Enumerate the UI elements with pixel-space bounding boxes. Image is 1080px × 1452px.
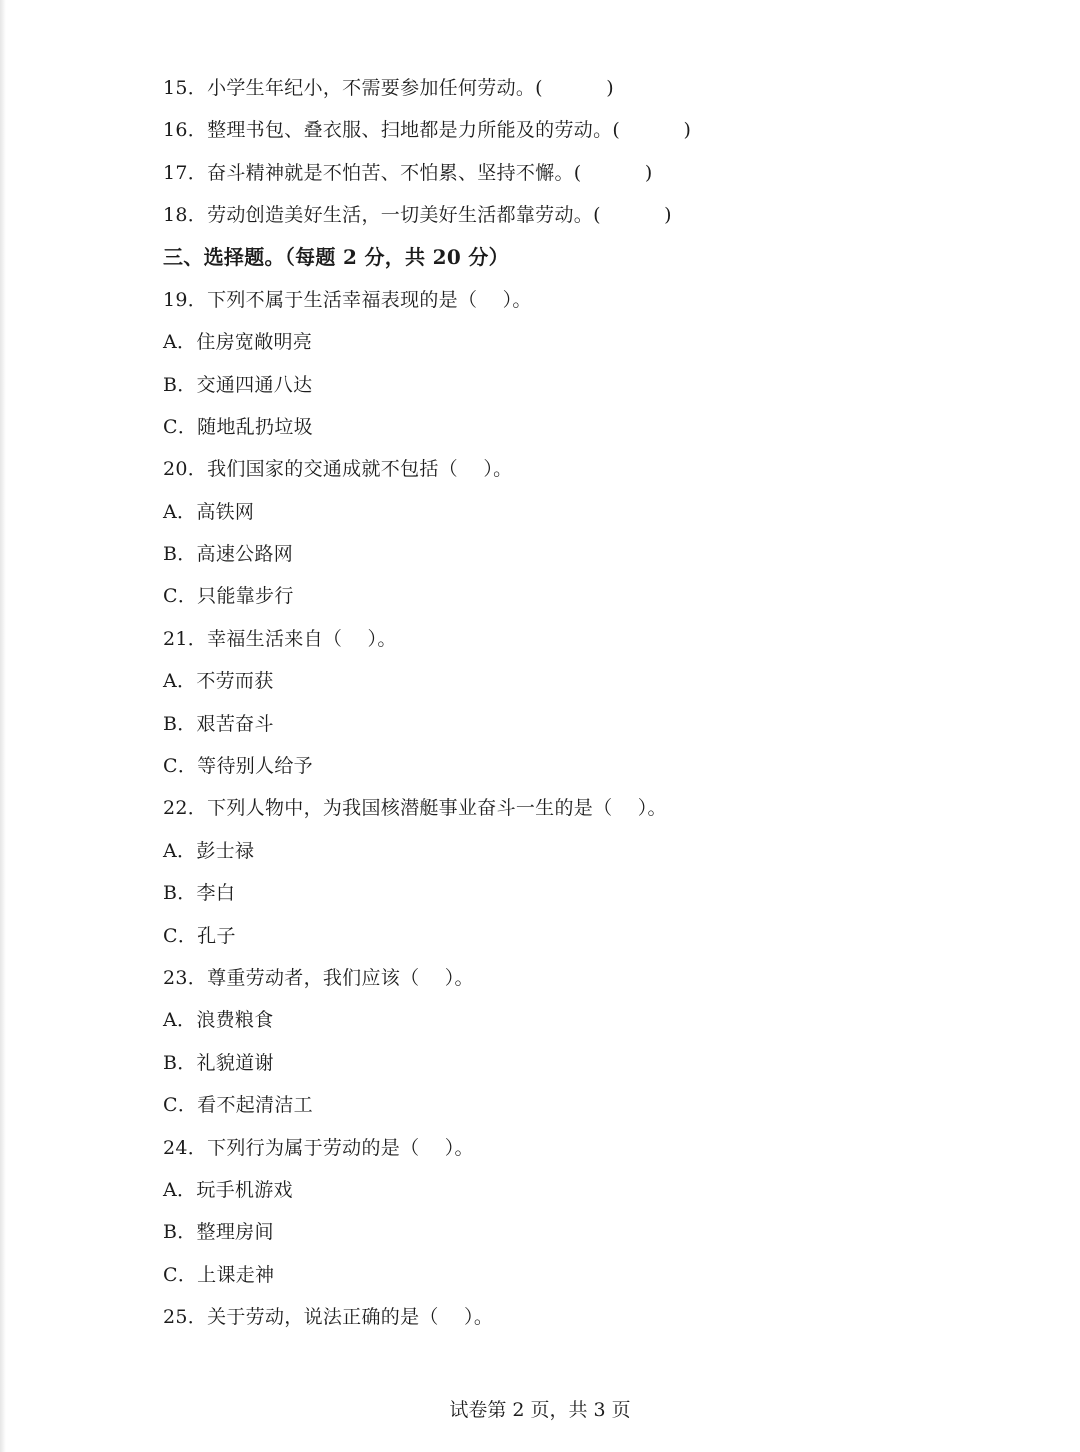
option-23-a: A．浪费粮食	[163, 1009, 274, 1031]
judgement-item-16: 16．整理书包、叠衣服、扫地都是力所能及的劳动。( )	[163, 119, 692, 141]
option-23-c: C．看不起清洁工	[163, 1094, 313, 1116]
question-stem-19: 19．下列不属于生活幸福表现的是（ ）。	[163, 289, 532, 311]
option-20-b: B．高速公路网	[163, 543, 294, 565]
judgement-item-18: 18．劳动创造美好生活，一切美好生活都靠劳动。( )	[163, 204, 672, 226]
judgement-item-17: 17．奋斗精神就是不怕苦、不怕累、坚持不懈。( )	[163, 162, 653, 184]
question-stem-21: 21．幸福生活来自（ ）。	[163, 628, 397, 650]
question-stem-25: 25．关于劳动，说法正确的是（ ）。	[163, 1306, 494, 1328]
option-19-a: A．住房宽敞明亮	[163, 331, 313, 353]
option-20-c: C．只能靠步行	[163, 585, 294, 607]
option-24-a: A．玩手机游戏	[163, 1179, 293, 1201]
option-21-a: A．不劳而获	[163, 670, 274, 692]
option-22-b: B．李白	[163, 882, 236, 904]
option-20-a: A．高铁网	[163, 501, 255, 523]
judgement-item-15: 15．小学生年纪小，不需要参加任何劳动。( )	[163, 77, 614, 99]
page-footer: 试卷第 2 页，共 3 页	[449, 1399, 631, 1421]
question-stem-23: 23．尊重劳动者，我们应该（ ）。	[163, 967, 474, 989]
option-19-b: B．交通四通八达	[163, 374, 313, 396]
option-24-b: B．整理房间	[163, 1221, 274, 1243]
question-stem-22: 22．下列人物中，为我国核潜艇事业奋斗一生的是（ ）。	[163, 797, 667, 819]
option-22-a: A．彭士禄	[163, 840, 255, 862]
option-21-c: C．等待别人给予	[163, 755, 313, 777]
option-22-c: C．孔子	[163, 925, 236, 947]
question-stem-24: 24．下列行为属于劳动的是（ ）。	[163, 1137, 474, 1159]
option-24-c: C．上课走神	[163, 1264, 275, 1286]
section-title: 三、选择题。（每题 2 分，共 20 分）	[163, 245, 509, 269]
option-21-b: B．艰苦奋斗	[163, 713, 274, 735]
option-23-b: B．礼貌道谢	[163, 1052, 274, 1074]
option-19-c: C．随地乱扔垃圾	[163, 416, 313, 438]
page-edge	[0, 0, 6, 1452]
question-stem-20: 20．我们国家的交通成就不包括（ ）。	[163, 458, 513, 480]
